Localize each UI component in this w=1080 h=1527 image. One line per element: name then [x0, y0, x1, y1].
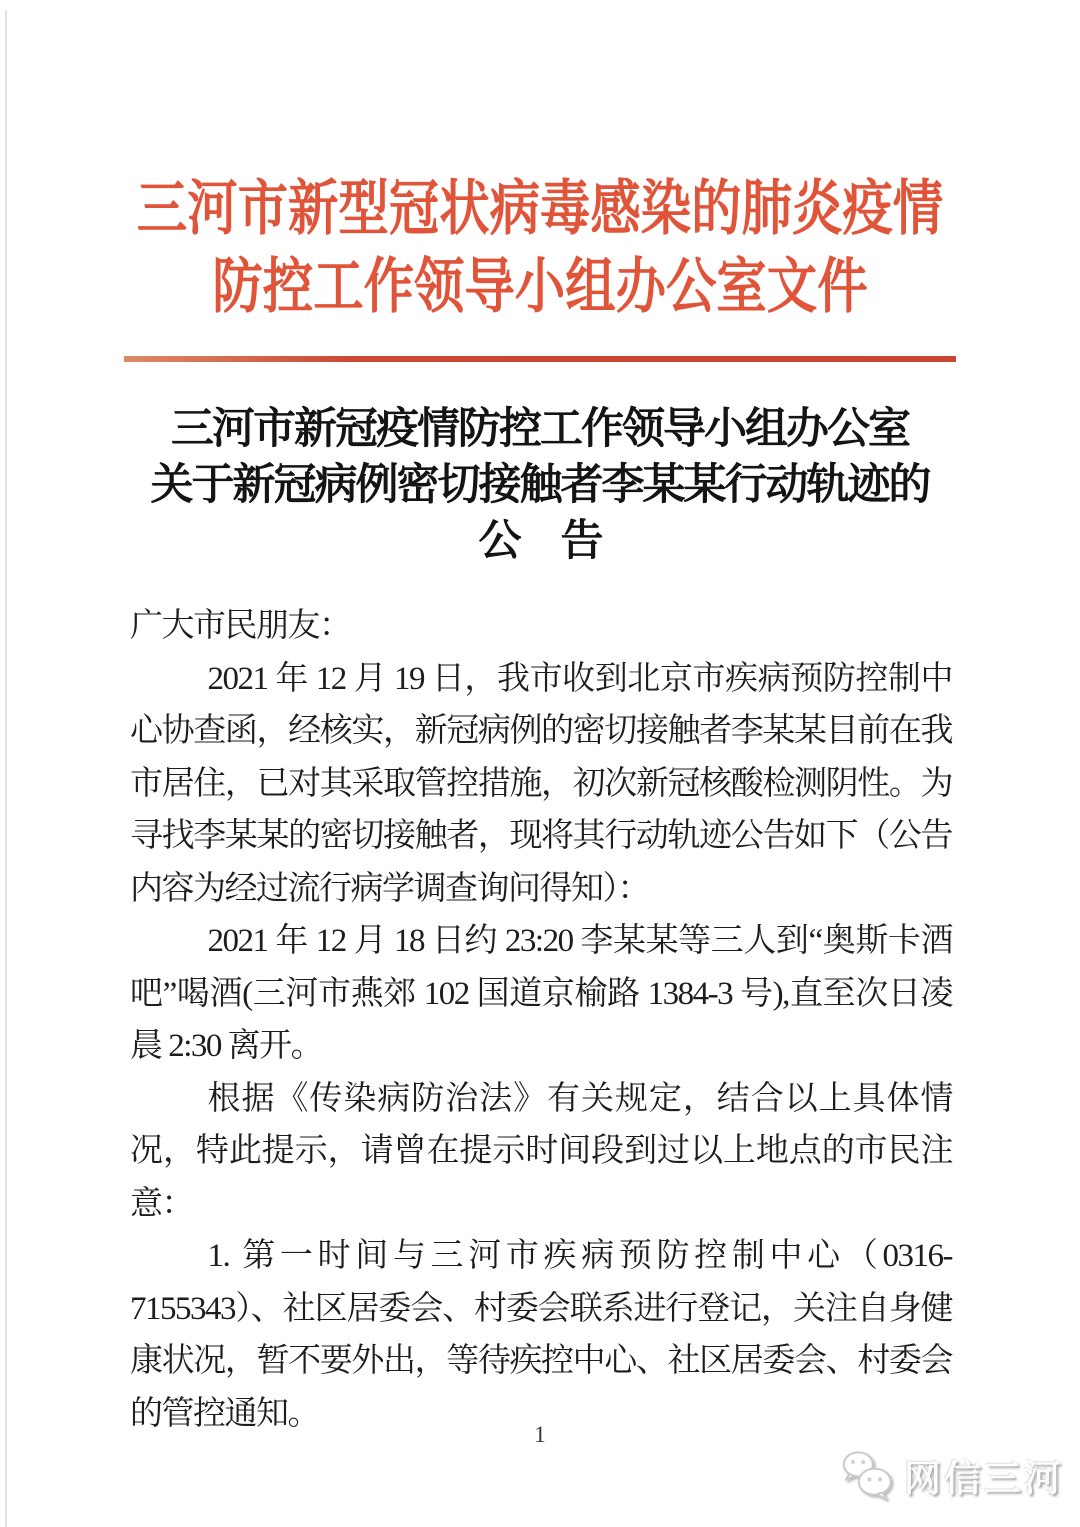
document-title-line-1: 三河市新冠疫情防控工作领导小组办公室	[171, 406, 909, 453]
letterhead-title	[86, 170, 993, 326]
letterhead-divider-rule	[124, 356, 956, 362]
document-title-line-2: 关于新冠病例密切接触者李某某行动轨迹的	[150, 462, 930, 509]
document-title-line-3: 公 告	[478, 518, 602, 565]
salutation: 广大市民朋友：	[130, 608, 351, 644]
watermark-badge	[838, 1446, 1064, 1504]
watermark-label: 网信三河	[904, 1458, 1064, 1499]
paragraph-4: 1. 第一时间与三河市疾病预防控制中心（0316-7155343）、社区居委会、村委会联系进行登记，关注自身健康状况，暂不要外出，等待疾控中心、社区居委会、村委会的管控通知。	[130, 1238, 952, 1432]
scan-edge-line	[5, 10, 7, 1527]
paragraph-2: 2021 年 12 月 18 日约 23:20 李某某等三人到“奥斯卡酒吧”喝酒(三河市燕郊 102 国道京榆路 1384-3 号),直至次日凌晨 2:30 离开。	[130, 923, 952, 1064]
letterhead-line-2: 防控工作领导小组办公室文件	[212, 253, 868, 320]
document-body	[130, 600, 952, 1440]
paragraph-1: 2021 年 12 月 19 日，我市收到北京市疾病预防控制中心协查函，经核实，新冠病例的密切接触者李某某目前在我市居住，已对其采取管控措施，初次新冠核酸检测阴性。为寻找李某某的密切接触者，现将其行动轨迹公告如下（公告内容为经过流行病学调查询问得知）：	[130, 660, 952, 907]
wechat-icon	[838, 1446, 896, 1504]
document-title	[50, 402, 1030, 570]
paragraph-3: 根据《传染病防治法》有关规定，结合以上具体情况，特此提示，请曾在提示时间段到过以上地点的市民注意：	[130, 1080, 952, 1222]
letterhead-line-1: 三河市新型冠状病毒感染的肺炎疫情	[136, 175, 944, 242]
page-number: 1	[534, 1422, 546, 1447]
